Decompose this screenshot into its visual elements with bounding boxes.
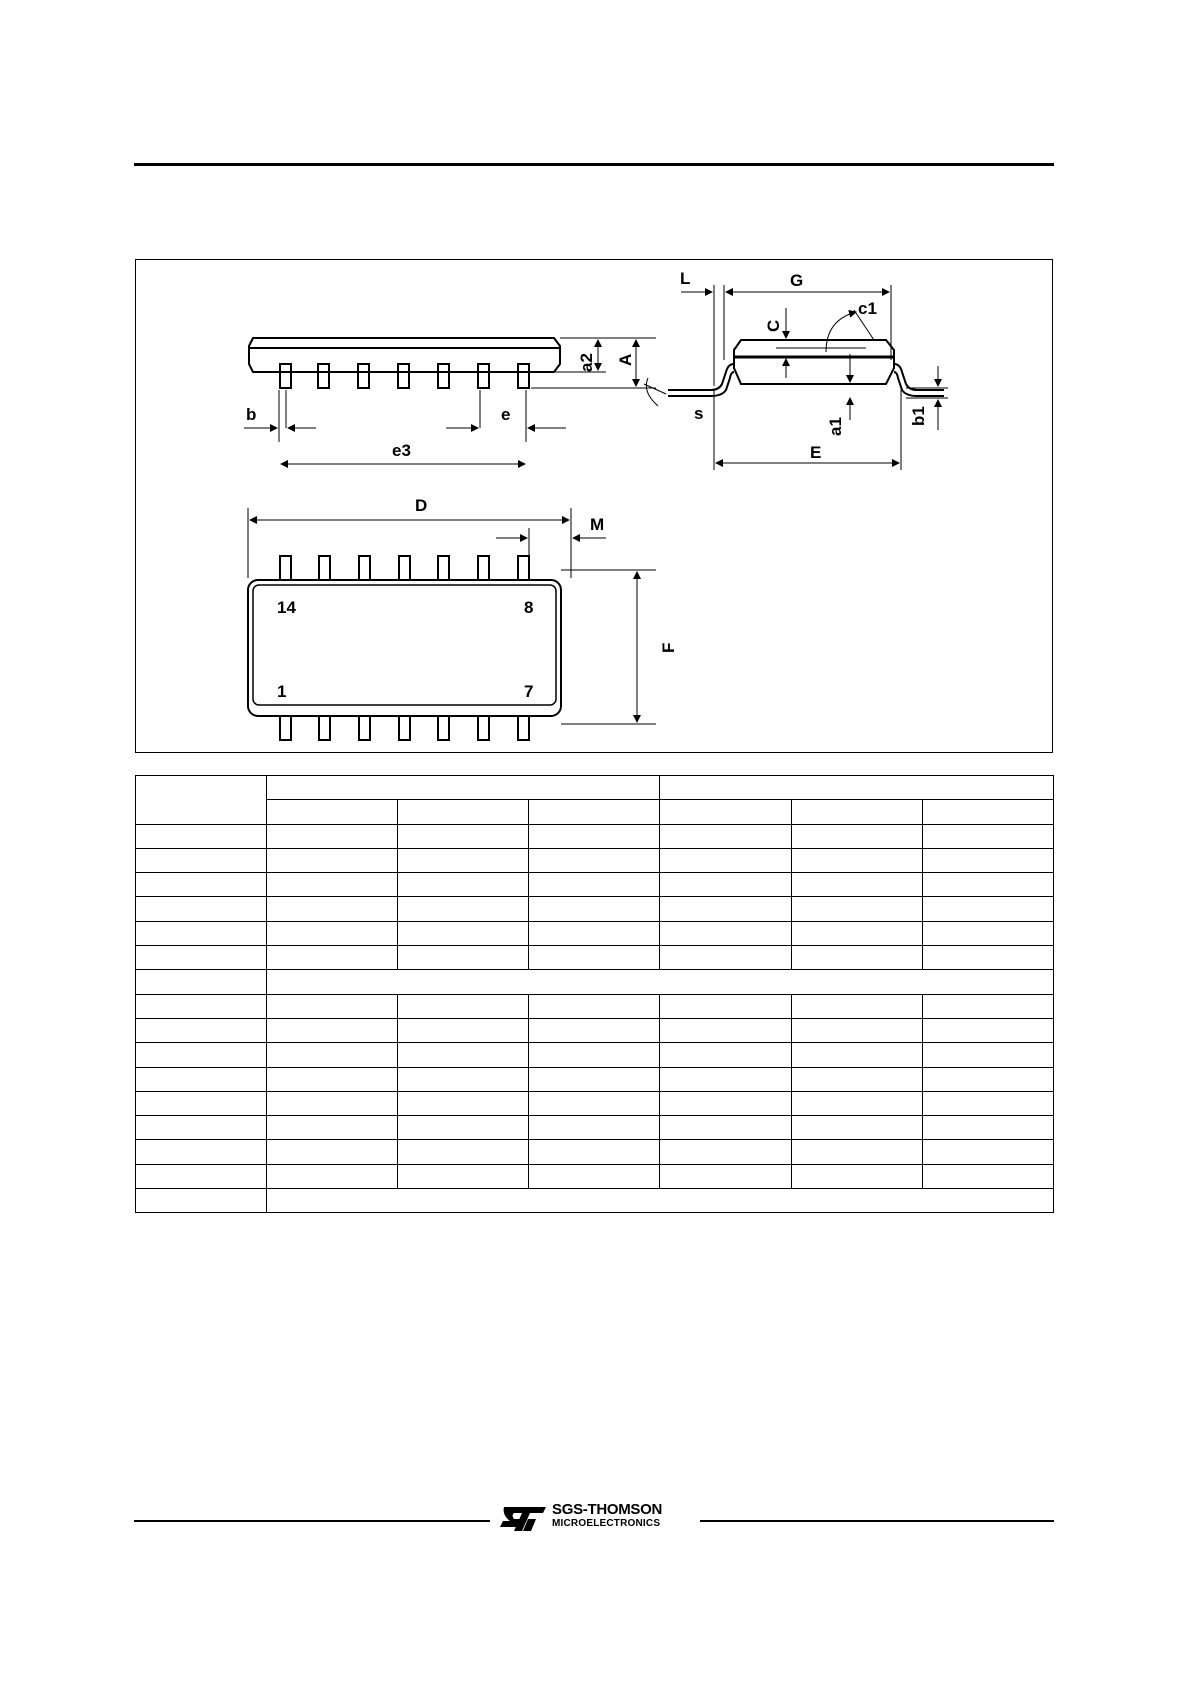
table-cell bbox=[398, 1043, 529, 1067]
table-cell bbox=[529, 824, 660, 848]
table-cell bbox=[267, 824, 398, 848]
sgs-thomson-logo bbox=[498, 1501, 694, 1535]
dim-label-L: L bbox=[680, 269, 691, 288]
table-cell bbox=[922, 1116, 1053, 1140]
table-row bbox=[136, 994, 1054, 1018]
table-cell bbox=[529, 994, 660, 1018]
table-cell bbox=[791, 1091, 922, 1115]
table-cell bbox=[660, 946, 791, 970]
table-cell bbox=[660, 994, 791, 1018]
table-row bbox=[136, 897, 1054, 921]
header-cell-dim bbox=[136, 776, 267, 825]
table-cell bbox=[529, 1043, 660, 1067]
table-cell bbox=[922, 1043, 1053, 1067]
table-cell bbox=[398, 1164, 529, 1188]
end-view bbox=[644, 285, 948, 470]
dim-label-C: C bbox=[764, 319, 783, 332]
header-cell-sub bbox=[922, 800, 1053, 824]
table-row bbox=[136, 873, 1054, 897]
row-label-cell bbox=[136, 1164, 267, 1188]
dim-label-a1: a1 bbox=[826, 417, 845, 436]
table-cell bbox=[398, 897, 529, 921]
table-cell bbox=[398, 1140, 529, 1164]
row-label-cell bbox=[136, 994, 267, 1018]
top-view-pins-top bbox=[280, 556, 529, 580]
st-logo-icon bbox=[498, 1503, 548, 1533]
table-cell bbox=[791, 1116, 922, 1140]
table-cell bbox=[922, 994, 1053, 1018]
table-cell bbox=[267, 1164, 398, 1188]
header-cell-sub bbox=[791, 800, 922, 824]
table-cell bbox=[398, 848, 529, 872]
table-cell bbox=[529, 1091, 660, 1115]
table-cell bbox=[398, 873, 529, 897]
table-row bbox=[136, 1140, 1054, 1164]
table-cell bbox=[660, 897, 791, 921]
table-cell bbox=[922, 1140, 1053, 1164]
row-label-cell bbox=[136, 1140, 267, 1164]
table-cell bbox=[267, 994, 398, 1018]
dim-label-b: b bbox=[246, 405, 257, 424]
table-cell bbox=[529, 897, 660, 921]
row-label-cell bbox=[136, 946, 267, 970]
dim-label-E: E bbox=[810, 443, 822, 462]
table-cell bbox=[922, 824, 1053, 848]
table-cell bbox=[660, 873, 791, 897]
package-drawing bbox=[135, 259, 1053, 753]
dim-label-c1: c1 bbox=[858, 299, 877, 318]
dim-label-D: D bbox=[415, 496, 428, 515]
table-cell bbox=[267, 1091, 398, 1115]
dim-label-M: M bbox=[590, 515, 605, 534]
table-cell bbox=[267, 946, 398, 970]
table-row bbox=[136, 1116, 1054, 1140]
table-cell bbox=[398, 1018, 529, 1042]
table-row bbox=[136, 824, 1054, 848]
table-cell bbox=[267, 1140, 398, 1164]
table-row bbox=[136, 970, 1054, 994]
row-label-cell bbox=[136, 1018, 267, 1042]
dim-label-G: G bbox=[790, 271, 804, 290]
left-lead bbox=[668, 364, 734, 390]
table-cell bbox=[660, 1043, 791, 1067]
merged-cell bbox=[267, 1189, 1054, 1213]
table-cell bbox=[922, 921, 1053, 945]
table-cell bbox=[791, 1018, 922, 1042]
table-cell bbox=[529, 1018, 660, 1042]
table-cell bbox=[660, 1116, 791, 1140]
table-cell bbox=[791, 873, 922, 897]
header-rule bbox=[134, 163, 1054, 166]
table-cell bbox=[922, 946, 1053, 970]
table-cell bbox=[791, 848, 922, 872]
table-row bbox=[136, 1067, 1054, 1091]
table-cell bbox=[791, 897, 922, 921]
table-cell bbox=[267, 897, 398, 921]
table-cell bbox=[660, 921, 791, 945]
table-row bbox=[136, 946, 1054, 970]
header-cell-sub bbox=[398, 800, 529, 824]
merged-cell bbox=[267, 970, 1054, 994]
table-cell bbox=[398, 994, 529, 1018]
row-label-cell bbox=[136, 1091, 267, 1115]
header-cell-group bbox=[660, 776, 1054, 800]
pin-label-14: 14 bbox=[277, 598, 296, 617]
dim-label-e3: e3 bbox=[392, 441, 411, 460]
table-cell bbox=[660, 1140, 791, 1164]
table-cell bbox=[398, 824, 529, 848]
table-cell bbox=[922, 1018, 1053, 1042]
table-cell bbox=[267, 1067, 398, 1091]
top-view-pins-bottom bbox=[280, 716, 529, 740]
dim-label-F: F bbox=[659, 642, 678, 653]
table-row bbox=[136, 1043, 1054, 1067]
dim-label-a2: a2 bbox=[577, 353, 596, 372]
table-cell bbox=[791, 1067, 922, 1091]
table-row bbox=[136, 1018, 1054, 1042]
side-view-pins bbox=[280, 364, 529, 388]
table-row bbox=[136, 848, 1054, 872]
table-cell bbox=[267, 1043, 398, 1067]
table-cell bbox=[922, 848, 1053, 872]
table-cell bbox=[267, 1116, 398, 1140]
table-cell bbox=[529, 1116, 660, 1140]
table-cell bbox=[267, 873, 398, 897]
table-cell bbox=[922, 1067, 1053, 1091]
table-row bbox=[136, 921, 1054, 945]
row-label-cell bbox=[136, 1116, 267, 1140]
pin-label-7: 7 bbox=[524, 682, 534, 701]
table-cell bbox=[791, 946, 922, 970]
table-cell bbox=[660, 1164, 791, 1188]
row-label-cell bbox=[136, 1043, 267, 1067]
table-row bbox=[136, 1091, 1054, 1115]
row-label-cell bbox=[136, 921, 267, 945]
table-cell bbox=[922, 1164, 1053, 1188]
row-label-cell bbox=[136, 824, 267, 848]
table-cell bbox=[791, 1164, 922, 1188]
table-cell bbox=[791, 994, 922, 1018]
table-cell bbox=[529, 1067, 660, 1091]
table-cell bbox=[267, 921, 398, 945]
dim-label-A: A bbox=[616, 353, 635, 366]
table-cell bbox=[791, 1140, 922, 1164]
table-cell bbox=[922, 897, 1053, 921]
table-cell bbox=[791, 824, 922, 848]
row-label-cell bbox=[136, 1067, 267, 1091]
table-cell bbox=[922, 1091, 1053, 1115]
row-label-cell bbox=[136, 873, 267, 897]
table-cell bbox=[529, 1164, 660, 1188]
table-cell bbox=[922, 873, 1053, 897]
dimensions-table bbox=[135, 775, 1054, 1213]
table-cell bbox=[791, 1043, 922, 1067]
table-cell bbox=[398, 1091, 529, 1115]
table-cell bbox=[791, 921, 922, 945]
side-view-body bbox=[249, 338, 560, 372]
table-row bbox=[136, 1164, 1054, 1188]
table-cell bbox=[398, 1067, 529, 1091]
package-outline-svg bbox=[136, 260, 1054, 754]
table-cell bbox=[529, 921, 660, 945]
footer-rule-left bbox=[134, 1520, 490, 1522]
table-cell bbox=[660, 824, 791, 848]
dim-label-e: e bbox=[501, 405, 511, 424]
table-cell bbox=[529, 1140, 660, 1164]
dim-label-b1: b1 bbox=[909, 406, 928, 426]
table-cell bbox=[529, 946, 660, 970]
table-cell bbox=[398, 1116, 529, 1140]
table-cell bbox=[529, 848, 660, 872]
row-label-cell bbox=[136, 970, 267, 994]
table-cell bbox=[660, 848, 791, 872]
table-cell bbox=[398, 921, 529, 945]
table-cell bbox=[660, 1067, 791, 1091]
row-label-cell bbox=[136, 1189, 267, 1213]
row-label-cell bbox=[136, 848, 267, 872]
brand-subtitle: MICROELECTRONICS bbox=[552, 1518, 661, 1529]
header-cell-sub bbox=[267, 800, 398, 824]
header-cell-group bbox=[267, 776, 660, 800]
row-label-cell bbox=[136, 897, 267, 921]
table-cell bbox=[529, 873, 660, 897]
header-cell-sub bbox=[529, 800, 660, 824]
table-cell bbox=[398, 946, 529, 970]
top-view bbox=[248, 508, 656, 740]
table-cell bbox=[660, 1091, 791, 1115]
table-subheader-row bbox=[136, 800, 1054, 824]
table-cell bbox=[267, 1018, 398, 1042]
end-view-body bbox=[734, 340, 894, 384]
table-row bbox=[136, 1189, 1054, 1213]
brand-name: SGS-THOMSON bbox=[552, 1501, 663, 1518]
pin-label-1: 1 bbox=[277, 682, 287, 701]
dim-label-s: s bbox=[694, 404, 704, 423]
table-header-row bbox=[136, 776, 1054, 800]
pin-label-8: 8 bbox=[524, 598, 534, 617]
table-cell bbox=[660, 1018, 791, 1042]
header-cell-sub bbox=[660, 800, 791, 824]
footer-rule-right bbox=[700, 1520, 1054, 1522]
table-cell bbox=[267, 848, 398, 872]
